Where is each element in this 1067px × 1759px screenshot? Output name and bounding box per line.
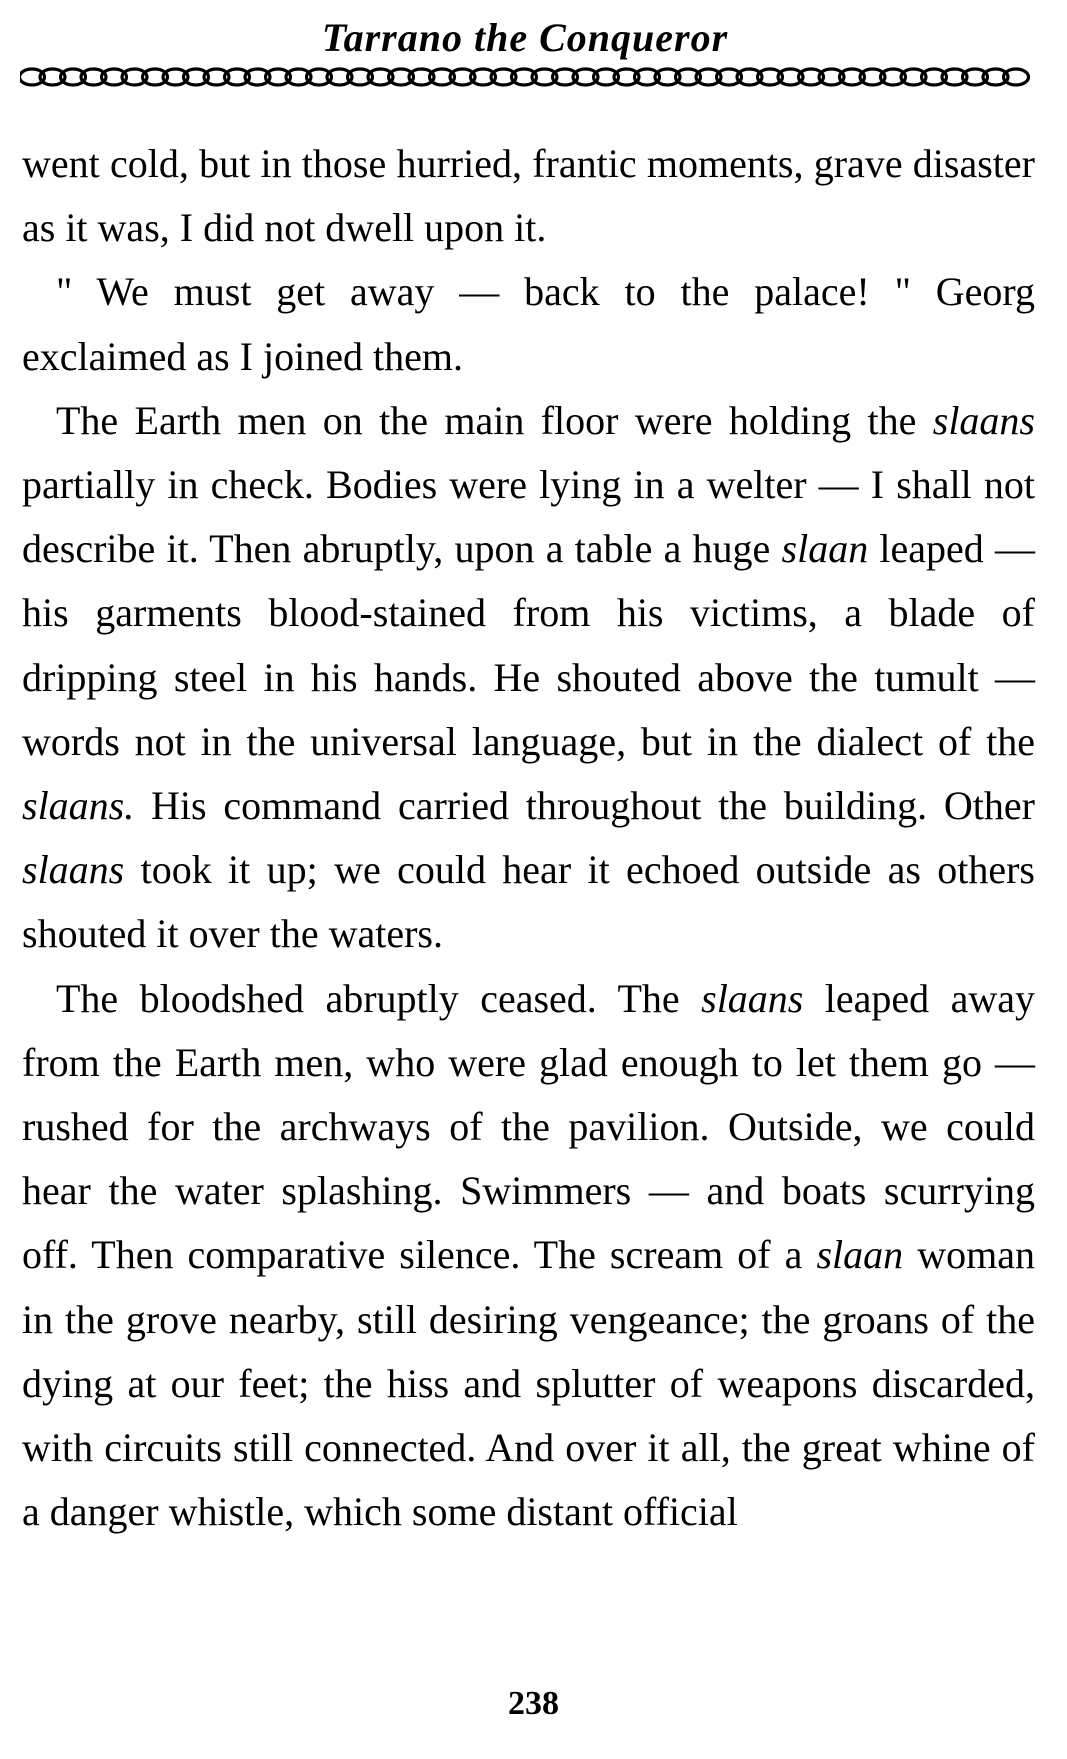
text-run: woman in the grove nearby, still desiring vengeance; the groans of the dying at our feet; the hiss and splutter of weapons discarded, with circuits still connected. And over it all, the great whine of a danger whistle, which some distant official bbox=[22, 1232, 1035, 1535]
text-run: The Earth men on the main floor were holding the bbox=[56, 397, 933, 443]
paragraph bbox=[22, 967, 1035, 1545]
italic-term: slaan bbox=[781, 526, 869, 572]
paragraph bbox=[22, 260, 1035, 388]
body-text bbox=[22, 132, 1035, 1544]
italic-term: slaans bbox=[22, 847, 125, 893]
decorative-border-rule bbox=[20, 62, 1035, 92]
paragraph bbox=[22, 389, 1035, 967]
running-head-title: Tarrano the Conqueror bbox=[321, 15, 729, 60]
page-number: 238 bbox=[508, 1685, 559, 1722]
text-run: took it up; we could hear it echoed outside as others shouted it over the waters. bbox=[22, 847, 1035, 957]
text-run: The bloodshed abruptly ceased. The bbox=[56, 975, 702, 1021]
italic-term: slaans bbox=[701, 975, 804, 1021]
text-run: went cold, but in those hurried, frantic moments, grave disaster as it was, I did not dwell upon it. bbox=[22, 141, 1035, 251]
italic-term: slaan bbox=[816, 1232, 904, 1278]
italic-term: slaans bbox=[932, 397, 1035, 443]
text-run: " We must get away — back to the palace! " Georg exclaimed as I joined them. bbox=[22, 269, 1035, 379]
text-run: leaped away from the Earth men, who were glad enough to let them go — rushed for the archways of the pavilion. Outside, we could hear the water splashing. Swimmers — and boats scurrying off. Then comparative silence. The scream of a bbox=[22, 975, 1036, 1278]
text-run: partially in check. Bodies were lying in a welter — I shall not describe it. Then abruptly, upon a table a huge bbox=[22, 462, 1035, 572]
text-run: leaped — his garments blood-stained from his victims, a blade of dripping steel in his hands. He shouted above the tumult — words not in the universal language, but in the dialect of the bbox=[22, 526, 1036, 764]
text-run: His command carried throughout the building. Other bbox=[134, 783, 1035, 829]
italic-term: slaans. bbox=[22, 783, 135, 829]
paragraph bbox=[22, 132, 1035, 260]
